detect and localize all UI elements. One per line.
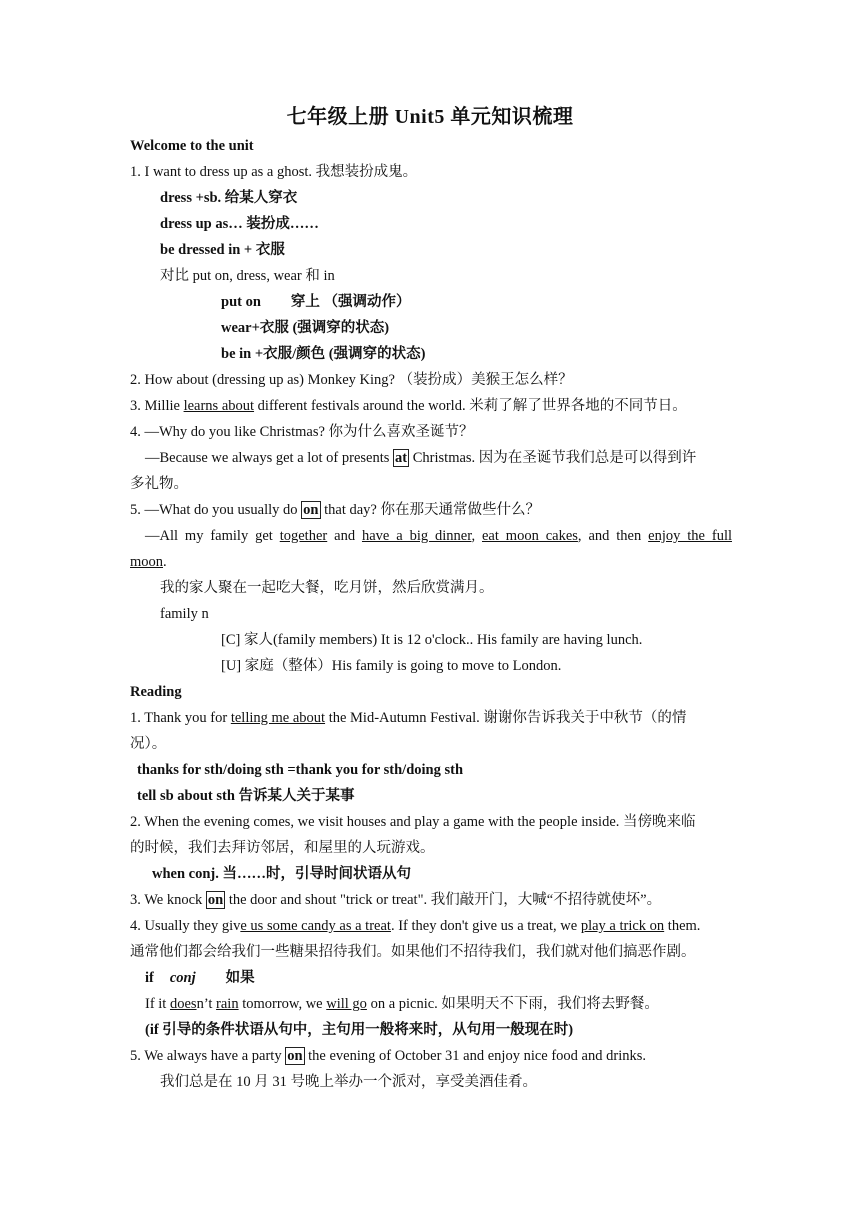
text-line: 4. —Why do you like Christmas? 你为什么喜欢圣诞节？ <box>130 424 474 440</box>
compare-term: put on <box>221 294 261 310</box>
boxed-word: on <box>207 892 224 908</box>
note-line: [C] 家人(family members) It is 12 o'clock.. His family are having lunch. <box>221 632 643 648</box>
underlined-phrase: rain <box>216 996 239 1012</box>
text-line: 况）。 <box>130 736 167 752</box>
text-line: 1. Thank you for telling me about the Mid-Autumn Festival. 谢谢你告诉我关于中秋节（的情 <box>130 710 687 726</box>
compare-item: be in +衣服/颜色 (强调穿的状态) <box>221 346 426 362</box>
underlined-phrase: have a big dinner <box>361 528 472 544</box>
underlined-phrase: does <box>169 996 197 1012</box>
text-line: —All my family get together and have a big dinner, eat moon cakes, and then enjoy the full <box>145 528 732 544</box>
text-line: 3. Millie learns about different festivals around the world. 米莉了解了世界各地的不同节日。 <box>130 398 687 414</box>
note-line: be dressed in + 衣服 <box>160 242 285 258</box>
note-line: thanks for sth/doing sth =thank you for sth/doing sth <box>137 762 464 778</box>
text-line: 5. We always have a party on the evening of October 31 and enjoy nice food and drinks. <box>130 1048 646 1064</box>
note-line: dress up as… 装扮成…… <box>160 216 319 232</box>
section-heading-reading: Reading <box>130 684 182 700</box>
underlined-phrase: moon <box>130 554 164 570</box>
underlined-phrase: together <box>279 528 328 544</box>
underlined-phrase: play a trick on <box>580 918 665 934</box>
translation-line: 通常他们都会给我们一些糖果招待我们。如果他们不招待我们，我们就对他们搞恶作剧。 <box>130 944 696 960</box>
note-line: dress +sb. 给某人穿衣 <box>160 190 298 206</box>
text-line: 2. How about (dressing up as) Monkey King? （装扮成）美猴王怎么样？ <box>130 372 573 388</box>
translation-line: 我的家人聚在一起吃大餐，吃月饼，然后欣赏满月。 <box>160 580 494 596</box>
text-line: moon. <box>130 554 167 570</box>
text-line: 4. Usually they give us some candy as a treat. If they don't give us a treat, we play a trick on them. <box>130 918 701 934</box>
example-line: If it doesn’t rain tomorrow, we will go on a picnic. 如果明天不下雨，我们将去野餐。 <box>145 996 659 1012</box>
compare-item: wear+衣服 (强调穿的状态) <box>221 320 390 336</box>
note-line: tell sb about sth 告诉某人关于某事 <box>137 788 355 804</box>
text-line: 1. I want to dress up as a ghost. 我想装扮成鬼。 <box>130 164 418 180</box>
text-line: 3. We knock on the door and shout "trick or treat". 我们敲开门，大喊“不招待就使坏”。 <box>130 892 662 908</box>
underlined-phrase: will go <box>326 996 367 1012</box>
note-line: family n <box>160 606 209 622</box>
translation-line: 我们总是在 10 月 31 号晚上举办一个派对，享受美酒佳肴。 <box>160 1074 537 1090</box>
underlined-phrase: eat moon cakes <box>482 528 578 544</box>
note-line: when conj. 当……时，引导时间状语从句 <box>152 866 411 882</box>
underlined-phrase: telling me about <box>230 710 326 726</box>
boxed-word: on <box>303 502 319 518</box>
underlined-phrase: enjoy the full <box>648 528 732 544</box>
compare-line: 对比 put on, dress, wear 和 in <box>160 268 335 284</box>
note-line: if conj 如果 <box>145 970 255 986</box>
note-line: [U] 家庭（整体）His family is going to move to London. <box>221 658 562 674</box>
text-line: —Because we always get a lot of presents at Christmas. 因为在圣诞节我们总是可以得到许 <box>145 450 697 466</box>
underlined-phrase: e us some candy as a treat <box>240 918 391 934</box>
page-title: 七年级上册 Unit5 单元知识梳理 <box>286 106 574 128</box>
underlined-phrase: learns about <box>183 398 255 414</box>
text-line: 多礼物。 <box>130 476 188 492</box>
section-heading-welcome: Welcome to the unit <box>130 138 254 154</box>
text-line: 5. —What do you usually do on that day? 你在那天通常做些什么？ <box>130 502 540 518</box>
text-line: 的时候，我们去拜访邻居，和屋里的人玩游戏。 <box>130 840 435 856</box>
grammar-note: (if 引导的条件状语从句中，主句用一般将来时，从句用一般现在时) <box>145 1022 574 1038</box>
compare-item <box>221 293 411 311</box>
text-line: 2. When the evening comes, we visit houses and play a game with the people inside. 当傍晚来临 <box>130 814 696 830</box>
boxed-word: at <box>395 450 408 466</box>
compare-meaning: 穿上 （强调动作） <box>290 294 411 310</box>
boxed-word: on <box>287 1048 303 1064</box>
